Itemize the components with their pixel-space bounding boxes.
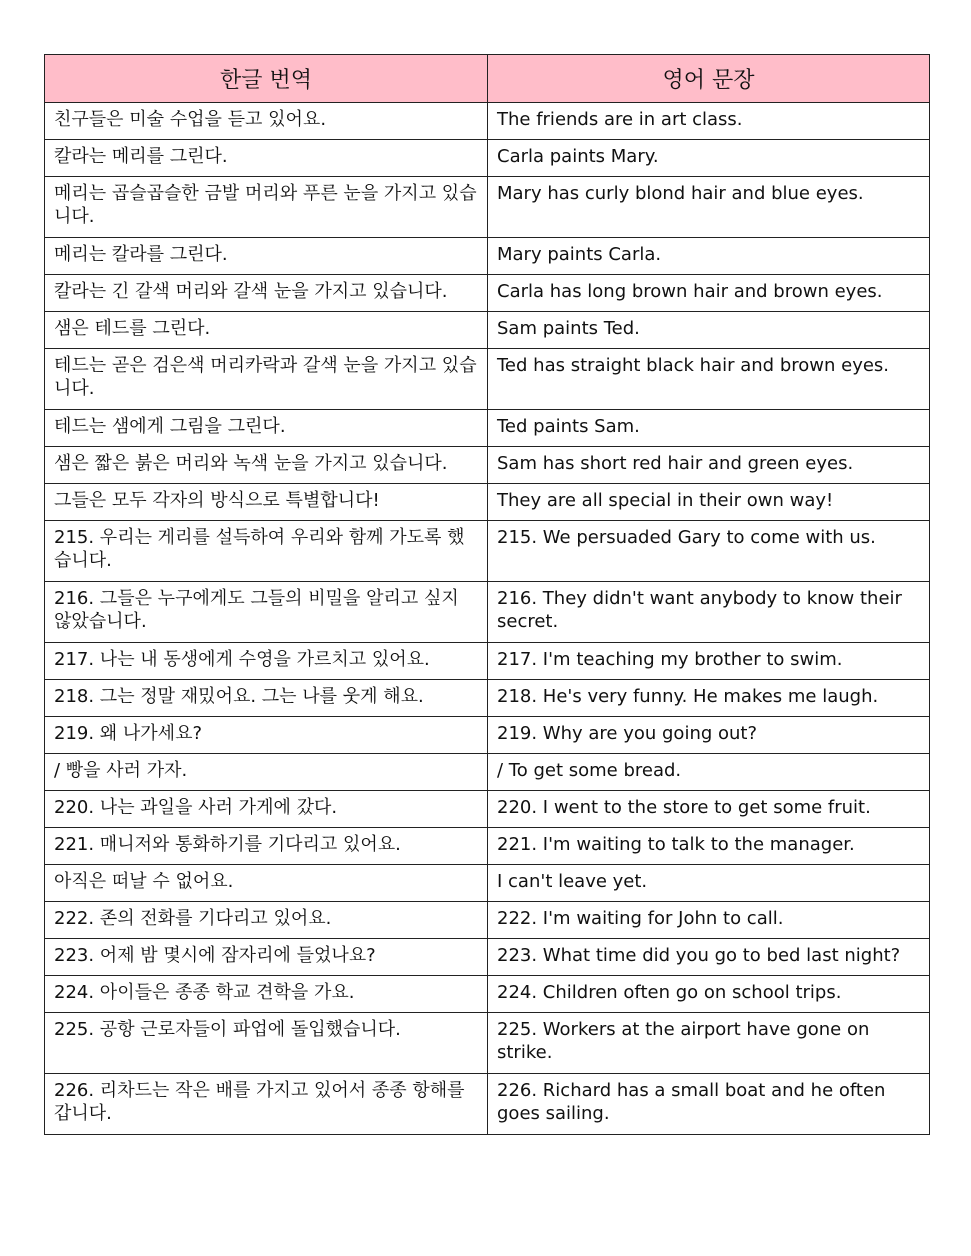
english-cell: Mary has curly blond hair and blue eyes. <box>488 177 930 238</box>
korean-cell: 218. 그는 정말 재밌어요. 그는 나를 웃게 해요. <box>45 680 488 717</box>
korean-cell: 223. 어제 밤 몇시에 잠자리에 들었나요? <box>45 939 488 976</box>
table-row <box>45 1013 930 1074</box>
english-cell: 221. I'm waiting to talk to the manager. <box>488 828 930 865</box>
korean-cell: 칼라는 긴 갈색 머리와 갈색 눈을 가지고 있습니다. <box>45 275 488 312</box>
table-row <box>45 349 930 410</box>
english-cell: Ted has straight black hair and brown eyes. <box>488 349 930 410</box>
korean-cell: 222. 존의 전화를 기다리고 있어요. <box>45 902 488 939</box>
korean-cell: 217. 나는 내 동생에게 수영을 가르치고 있어요. <box>45 643 488 680</box>
english-cell: 219. Why are you going out? <box>488 717 930 754</box>
table-row <box>45 976 930 1013</box>
header-english: 영어 문장 <box>488 55 930 103</box>
korean-cell: 샘은 짧은 붉은 머리와 녹색 눈을 가지고 있습니다. <box>45 447 488 484</box>
english-cell: The friends are in art class. <box>488 103 930 140</box>
english-cell: 215. We persuaded Gary to come with us. <box>488 521 930 582</box>
english-cell: / To get some bread. <box>488 754 930 791</box>
korean-cell: 샘은 테드를 그린다. <box>45 312 488 349</box>
english-cell: 224. Children often go on school trips. <box>488 976 930 1013</box>
korean-cell: 226. 리차드는 작은 배를 가지고 있어서 종종 항해를 갑니다. <box>45 1074 488 1135</box>
korean-cell: 아직은 떠날 수 없어요. <box>45 865 488 902</box>
table-row <box>45 312 930 349</box>
table-row <box>45 275 930 312</box>
korean-cell: 225. 공항 근로자들이 파업에 돌입했습니다. <box>45 1013 488 1074</box>
korean-cell: 칼라는 메리를 그린다. <box>45 140 488 177</box>
english-cell: 226. Richard has a small boat and he often goes sailing. <box>488 1074 930 1135</box>
english-cell: I can't leave yet. <box>488 865 930 902</box>
table-row <box>45 521 930 582</box>
english-cell: 216. They didn't want anybody to know their secret. <box>488 582 930 643</box>
table-row <box>45 1074 930 1135</box>
english-cell: 223. What time did you go to bed last night? <box>488 939 930 976</box>
table-header-row <box>45 55 930 103</box>
translation-sheet <box>44 54 929 1135</box>
korean-cell: 그들은 모두 각자의 방식으로 특별합니다! <box>45 484 488 521</box>
table-row <box>45 939 930 976</box>
english-cell: 218. He's very funny. He makes me laugh. <box>488 680 930 717</box>
english-cell: Ted paints Sam. <box>488 410 930 447</box>
table-row <box>45 865 930 902</box>
korean-cell: 221. 매니저와 통화하기를 기다리고 있어요. <box>45 828 488 865</box>
table-row <box>45 791 930 828</box>
korean-cell: 테드는 곧은 검은색 머리카락과 갈색 눈을 가지고 있습니다. <box>45 349 488 410</box>
table-row <box>45 140 930 177</box>
korean-cell: 친구들은 미술 수업을 듣고 있어요. <box>45 103 488 140</box>
table-row <box>45 902 930 939</box>
english-cell: Sam has short red hair and green eyes. <box>488 447 930 484</box>
table-row <box>45 238 930 275</box>
table-row <box>45 828 930 865</box>
korean-cell: / 빵을 사러 가자. <box>45 754 488 791</box>
english-cell: 220. I went to the store to get some fruit. <box>488 791 930 828</box>
table-row <box>45 717 930 754</box>
korean-cell: 216. 그들은 누구에게도 그들의 비밀을 알리고 싶지 않았습니다. <box>45 582 488 643</box>
table-row <box>45 484 930 521</box>
translation-table <box>44 54 930 1135</box>
english-cell: Mary paints Carla. <box>488 238 930 275</box>
header-korean: 한글 번역 <box>45 55 488 103</box>
korean-cell: 215. 우리는 게리를 설득하여 우리와 함께 가도록 했습니다. <box>45 521 488 582</box>
english-cell: Carla has long brown hair and brown eyes. <box>488 275 930 312</box>
korean-cell: 메리는 칼라를 그린다. <box>45 238 488 275</box>
table-row <box>45 177 930 238</box>
english-cell: They are all special in their own way! <box>488 484 930 521</box>
korean-cell: 219. 왜 나가세요? <box>45 717 488 754</box>
table-row <box>45 680 930 717</box>
table-row <box>45 643 930 680</box>
english-cell: 225. Workers at the airport have gone on strike. <box>488 1013 930 1074</box>
english-cell: 222. I'm waiting for John to call. <box>488 902 930 939</box>
english-cell: Sam paints Ted. <box>488 312 930 349</box>
english-cell: Carla paints Mary. <box>488 140 930 177</box>
table-row <box>45 103 930 140</box>
table-row <box>45 582 930 643</box>
table-row <box>45 754 930 791</box>
table-row <box>45 447 930 484</box>
korean-cell: 테드는 샘에게 그림을 그린다. <box>45 410 488 447</box>
korean-cell: 220. 나는 과일을 사러 가게에 갔다. <box>45 791 488 828</box>
korean-cell: 224. 아이들은 종종 학교 견학을 가요. <box>45 976 488 1013</box>
korean-cell: 메리는 곱슬곱슬한 금발 머리와 푸른 눈을 가지고 있습니다. <box>45 177 488 238</box>
table-row <box>45 410 930 447</box>
english-cell: 217. I'm teaching my brother to swim. <box>488 643 930 680</box>
